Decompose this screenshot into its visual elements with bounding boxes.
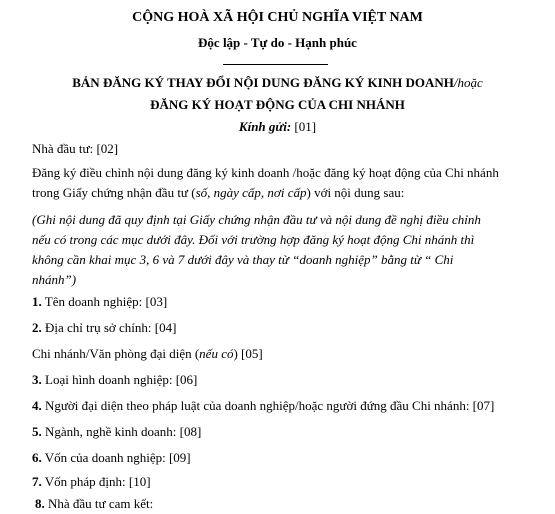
header-divider bbox=[223, 64, 328, 65]
item-1 bbox=[32, 292, 537, 312]
item-number: 6. bbox=[32, 450, 42, 465]
item-2 bbox=[32, 318, 537, 338]
national-title: CỘNG HOÀ XÃ HỘI CHỦ NGHĨA VIỆT NAM bbox=[132, 10, 423, 25]
item-number: 8. bbox=[35, 496, 45, 511]
addressee bbox=[0, 119, 555, 135]
branch-line bbox=[32, 344, 537, 364]
item-text: Vốn của doanh nghiệp: [09] bbox=[41, 450, 191, 465]
item-text: Tên doanh nghiệp: [03] bbox=[41, 294, 168, 309]
item-number: 7. bbox=[32, 474, 42, 489]
item-8 bbox=[35, 494, 537, 514]
item-3 bbox=[32, 370, 537, 390]
branch-italic: nếu có bbox=[199, 346, 234, 361]
form-title-suffix: /hoặc bbox=[453, 75, 483, 90]
item-text: Vốn pháp định: [10] bbox=[41, 474, 151, 489]
item-text: Người đại diện theo pháp luật của doanh nghiệp/hoặc người đứng đầu Chi nhánh: [07] bbox=[41, 398, 495, 413]
item-number: 1. bbox=[32, 294, 42, 309]
item-number: 2. bbox=[32, 320, 42, 335]
item-number: 4. bbox=[32, 398, 42, 413]
note-line-1: (Ghi nội dung đã quy định tại Giấy chứng nhận đầu tư và nội dung đề nghị điều chỉnh bbox=[32, 212, 481, 227]
item-text: Loại hình doanh nghiệp: [06] bbox=[41, 372, 198, 387]
form-title-line2: ĐĂNG KÝ HOẠT ĐỘNG CỦA CHI NHÁNH bbox=[150, 97, 405, 112]
item-7 bbox=[32, 472, 537, 492]
form-title-line1 bbox=[0, 75, 555, 91]
item-5 bbox=[32, 422, 537, 442]
item-text: Địa chỉ trụ sở chính: [04] bbox=[41, 320, 177, 335]
note-line-2: nếu có trong các mục dưới đây. Đối với trường hợp đăng ký hoạt động Chi nhánh thì bbox=[32, 232, 475, 247]
intro-line-2 bbox=[32, 183, 537, 203]
item-number: 3. bbox=[32, 372, 42, 387]
item-text: Nhà đầu tư cam kết: bbox=[44, 496, 154, 511]
branch-text: Chi nhánh/Văn phòng đại diện ( bbox=[32, 346, 200, 361]
addressee-label: Kính gửi: bbox=[238, 119, 292, 134]
addressee-value: [01] bbox=[291, 119, 317, 134]
note-line-3: không cần khai mục 3, 6 và 7 dưới đây và thay từ “doanh nghiệp” bằng từ “ Chi bbox=[32, 252, 454, 267]
intro-line-1: Đăng ký điều chỉnh nội dung đăng ký kinh doanh /hoặc đăng ký hoạt động của Chi nhánh bbox=[32, 165, 499, 180]
intro-italic: số, ngày cấp, nơi cấp bbox=[195, 185, 307, 200]
form-title-main: BẢN ĐĂNG KÝ THAY ĐỔI NỘI DUNG ĐĂNG KÝ KINH DOANH bbox=[72, 75, 454, 90]
motto: Độc lập - Tự do - Hạnh phúc bbox=[198, 35, 357, 50]
note-line-4: nhánh”) bbox=[32, 272, 77, 287]
item-6 bbox=[32, 448, 537, 468]
item-number: 5. bbox=[32, 424, 42, 439]
intro-text: trong Giấy chứng nhận đầu tư ( bbox=[32, 185, 196, 200]
investor-line: Nhà đầu tư: [02] bbox=[32, 141, 119, 156]
item-4 bbox=[32, 396, 537, 416]
branch-code: ) [05] bbox=[233, 346, 263, 361]
intro-text-end: ) với nội dung sau: bbox=[306, 185, 405, 200]
item-text: Ngành, nghề kinh doanh: [08] bbox=[41, 424, 202, 439]
